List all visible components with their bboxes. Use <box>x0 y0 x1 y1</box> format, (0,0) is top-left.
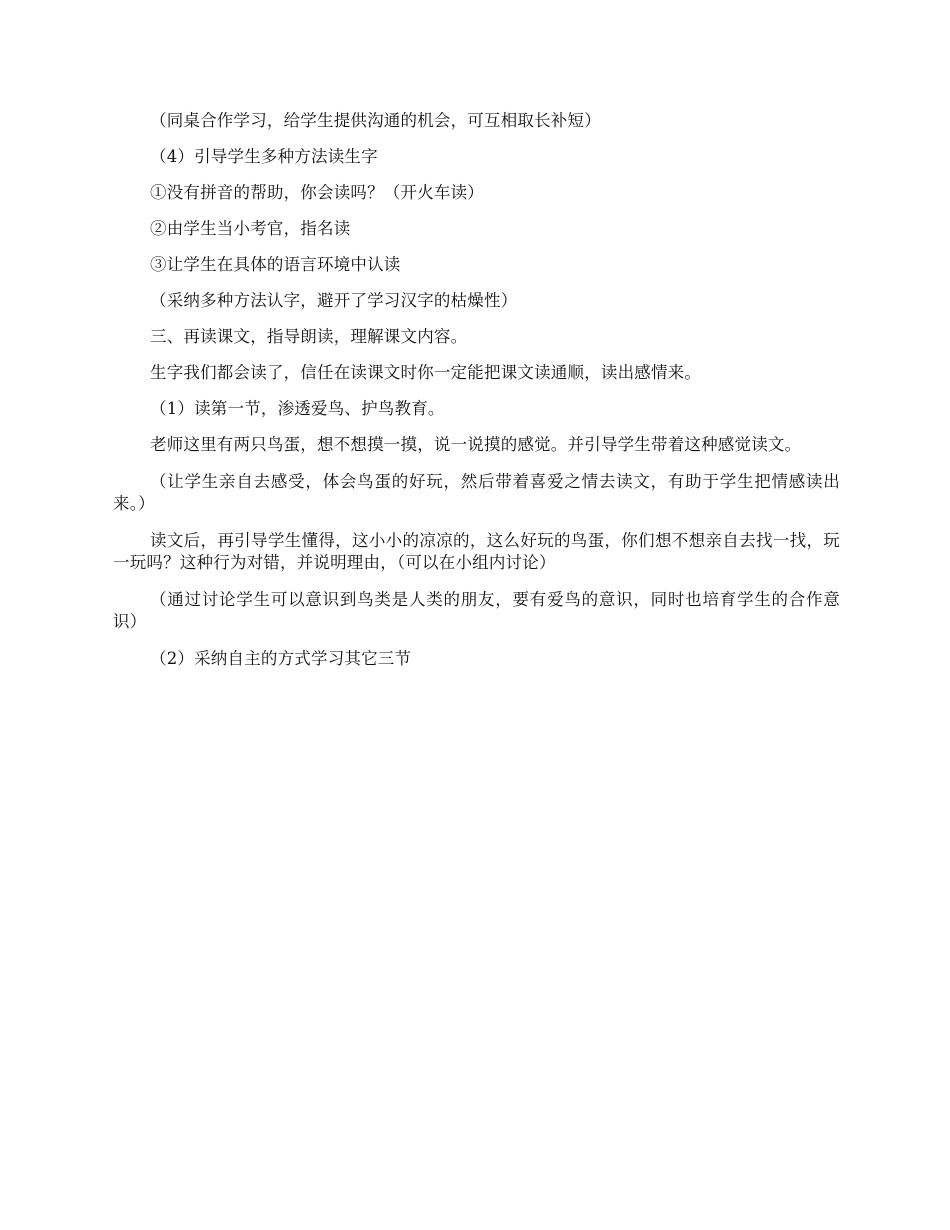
paragraph: （通过讨论学生可以意识到鸟类是人类的朋友，要有爱鸟的意识，同时也培育学生的合作意识） <box>113 590 840 631</box>
paragraph: （4）引导学生多种方法读生字 <box>150 147 378 166</box>
paragraph: （采纳多种方法认字，避开了学习汉字的枯燥性） <box>150 291 518 310</box>
paragraph: （让学生亲自去感受，体会鸟蛋的好玩，然后带着喜爱之情去读文，有助于学生把情感读出来。） <box>113 472 840 513</box>
paragraph: （1）读第一节，渗透爱鸟、护鸟教育。 <box>150 399 445 418</box>
paragraph: 生字我们都会读了，信任在读课文时你一定能把课文读通顺，读出感情来。 <box>150 363 702 382</box>
paragraph: （2）采纳自主的方式学习其它三节 <box>150 649 412 668</box>
document-body <box>113 110 840 684</box>
paragraph: 读文后，再引导学生懂得，这小小的凉凉的，这么好玩的鸟蛋，你们想不想亲自去找一找，玩一玩吗？这种行为对错，并说明理由，（可以在小组内讨论） <box>113 531 840 572</box>
paragraph: （同桌合作学习，给学生提供沟通的机会，可互相取长补短） <box>150 111 601 130</box>
section-heading: 三、再读课文，指导朗读，理解课文内容。 <box>150 327 468 346</box>
paragraph: ③让学生在具体的语言环境中认读 <box>150 255 401 274</box>
paragraph: ②由学生当小考官，指名读 <box>150 219 351 238</box>
paragraph: ①没有拼音的帮助，你会读吗？（开火车读） <box>150 183 484 202</box>
paragraph: 老师这里有两只鸟蛋，想不想摸一摸，说一说摸的感觉。并引导学生带着这种感觉读文。 <box>150 435 802 454</box>
